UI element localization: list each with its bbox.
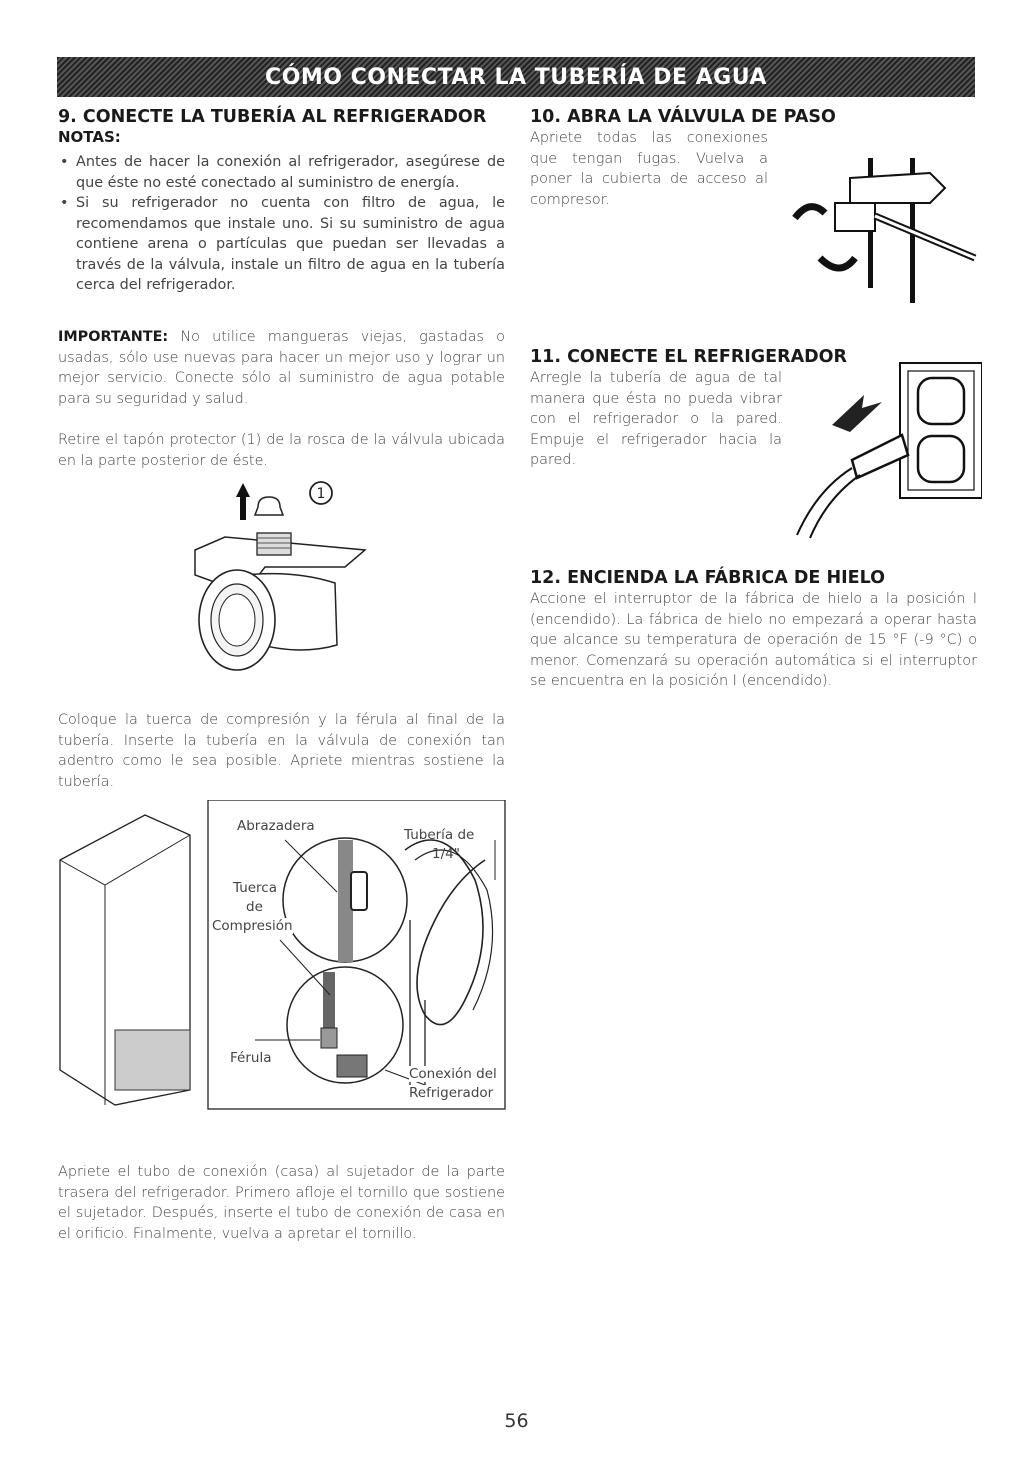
note-item: • Si su refrigerador no cuenta con filtro de agua, le recomendamos que instale uno. Si su suministro de agua contiene arena o partículas que puedan ser llevadas a través de la válvula, instale un filtro de agua en la tubería cerca del refrigerador. — [58, 193, 505, 296]
tighten-paragraph: Apriete el tubo de conexión (casa) al sujetador de la parte trasera del refrigerador. Primero afloje el tornillo que sostiene el sujetador. Después, inserte el tubo de conexión de casa en el orificio. Finalmente, vuelva a apretar el tornillo. — [58, 1164, 505, 1242]
note-item: • Antes de hacer la conexión al refrigerador, asegúrese de que éste no esté conectado al suministro de energía. — [58, 152, 505, 193]
page-number: 56 — [504, 1410, 529, 1432]
label-nut-1: Tuerca — [233, 880, 278, 896]
step9-heading: 9. CONECTE LA TUBERÍA AL REFRIGERADOR — [58, 107, 487, 127]
important-paragraph — [58, 327, 505, 409]
step12-paragraph: Accione el interruptor de la fábrica de hielo a la posición I (encendido). La fábrica de hielo no empezará a operar hasta que alcance su temperatura de operación de 15 °F (-9 °C) o menor. Comenzará su operación automática si el interruptor se encuentra en la posición I (encendido). — [530, 591, 977, 689]
label-nut-3: Compresión — [212, 918, 293, 934]
step10-paragraph: Apriete todas las conexiones que tengan fugas. Vuelva a poner la cubierta de acceso al compresor. — [530, 130, 768, 208]
step12-heading: 12. ENCIENDA LA FÁBRICA DE HIELO — [530, 568, 885, 588]
important-text: No utilice mangueras viejas, gastadas o usadas, sólo use nuevas para hacer un mejor uso y lograr un mejor servicio. Conecte sólo al suministro de agua potable para su seguridad y salud. — [58, 329, 505, 407]
label-tube: Tubería de — [404, 827, 475, 843]
step11-heading: 11. CONECTE EL REFRIGERADOR — [530, 347, 848, 367]
label-connection-1: Conexión del — [409, 1066, 497, 1082]
ferrule-paragraph: Coloque la tuerca de compresión y la férula al final de la tubería. Inserte la tubería en la válvula de conexión tan adentro como le sea posible. Apriete mientras sostiene la tubería. — [58, 712, 505, 790]
label-tube-size: 1/4" — [432, 846, 460, 862]
step10-heading: 10. ABRA LA VÁLVULA DE PASO — [530, 107, 836, 127]
label-nut-2: de — [246, 899, 263, 915]
cap-callout-number: 1 — [316, 486, 326, 502]
section-banner — [57, 57, 975, 97]
important-label: IMPORTANTE: — [58, 329, 169, 345]
notes-list — [58, 152, 505, 296]
step11-paragraph: Arregle la tubería de agua de tal manera que ésta no pueda vibrar con el refrigerador o la pared. Empuje el refrigerador hacia la pared. — [530, 370, 782, 468]
label-clamp: Abrazadera — [237, 818, 315, 834]
outlet-plug-illustration — [782, 360, 982, 540]
cap-paragraph: Retire el tapón protector (1) de la rosca de la válvula ubicada en la parte posterior de éste. — [58, 432, 505, 469]
shutoff-valve-illustration — [780, 158, 980, 303]
banner-title: CÓMO CONECTAR LA TUBERÍA DE AGUA — [265, 64, 767, 90]
label-connection-2: Refrigerador — [409, 1085, 494, 1101]
valve-cap-illustration — [185, 475, 385, 690]
notes-label: NOTAS: — [58, 128, 121, 146]
label-ferrule: Férula — [230, 1050, 272, 1066]
